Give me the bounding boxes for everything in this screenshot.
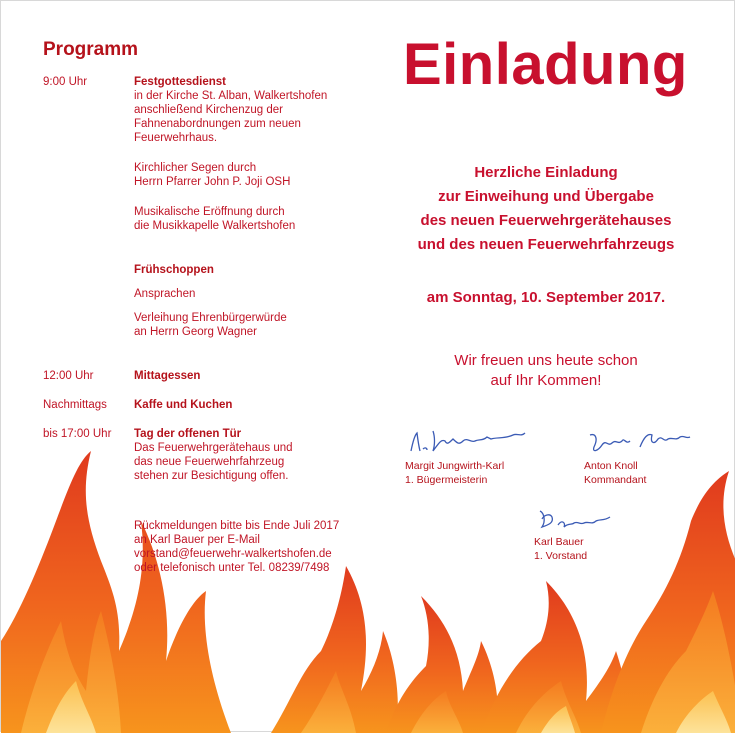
programm-head: Mittagessen — [134, 370, 201, 382]
programm-item — [43, 287, 353, 301]
signer-role: Kommandant — [584, 474, 647, 486]
handwritten-signature-icon — [534, 505, 614, 535]
signer-name: Anton Knoll — [584, 460, 638, 472]
programm-item — [43, 311, 353, 339]
programm-item — [43, 161, 353, 189]
programm-head: Frühschoppen — [134, 264, 214, 276]
programm-line: oder telefonisch unter Tel. 08239/7498 — [134, 562, 330, 574]
email-link[interactable]: vorstand@feuerwehr-walkertshofen.de — [134, 548, 332, 560]
programm-line: Ansprachen — [134, 288, 196, 300]
rueckmeldung-note — [43, 519, 353, 575]
programm-time: 12:00 Uhr — [43, 370, 94, 382]
programm-item — [43, 75, 353, 145]
einladung-title: Einladung — [403, 32, 688, 97]
programm-line: Rückmeldungen bitte bis Ende Juli 2017 — [134, 520, 340, 532]
handwritten-signature-icon — [405, 421, 535, 459]
programm-item — [43, 427, 353, 483]
programm-item — [43, 205, 353, 233]
signer-name: Karl Bauer — [534, 536, 584, 548]
programm-item — [43, 263, 353, 277]
programm-item — [43, 369, 353, 383]
programm-time: Nachmittags — [43, 399, 107, 411]
programm-title: Programm — [43, 39, 139, 60]
programm-time: bis 17:00 Uhr — [43, 428, 112, 440]
intro-line: Herzliche Einladung — [474, 164, 618, 181]
welcome-text — [381, 351, 711, 391]
programm-line: Feuerwehrhaus. — [134, 132, 218, 144]
programm-line: Fahnenabordnungen zum neuen — [134, 118, 301, 130]
intro-line: des neuen Feuerwehrgerätehauses — [420, 212, 672, 229]
programm-line: Verleihung Ehrenbürgerwürde — [134, 312, 287, 324]
programm-line: stehen zur Besichtigung offen. — [134, 470, 289, 482]
programm-head: Festgottesdienst — [134, 76, 227, 88]
programm-line: anschließend Kirchenzug der — [134, 104, 283, 116]
programm-line: Herrn Pfarrer John P. Joji OSH — [134, 176, 291, 188]
programm-line: das neue Feuerwehrfahrzeug — [134, 456, 285, 468]
programm-line: Musikalische Eröffnung durch — [134, 206, 285, 218]
intro-line: und des neuen Feuerwehrfahrzeugs — [417, 236, 675, 253]
signer-role: 1. Vorstand — [534, 550, 588, 562]
programm-head: Tag der offenen Tür — [134, 428, 242, 440]
welcome-line: Wir freuen uns heute schon — [454, 352, 638, 369]
programm-line: an Herrn Georg Wagner — [134, 326, 257, 338]
welcome-line: auf Ihr Kommen! — [490, 372, 602, 389]
programm-head: Kaffe und Kuchen — [134, 399, 233, 411]
programm-line: Das Feuerwehrgerätehaus und — [134, 442, 293, 454]
programm-item — [43, 398, 353, 412]
event-date: am Sonntag, 10. September 2017. — [426, 289, 666, 306]
programm-line: Kirchlicher Segen durch — [134, 162, 257, 174]
signer-role: 1. Bügermeisterin — [405, 474, 488, 486]
signature-block-buergermeisterin — [405, 421, 535, 487]
signature-block-vorstand — [534, 505, 614, 563]
handwritten-signature-icon — [584, 425, 694, 459]
signer-name: Margit Jungwirth-Karl — [405, 460, 505, 472]
programm-list — [43, 75, 353, 575]
programm-time: 9:00 Uhr — [43, 76, 88, 88]
programm-line: an Karl Bauer per E-Mail — [134, 534, 260, 546]
invitation-intro — [381, 161, 711, 257]
programm-line: die Musikkapelle Walkertshofen — [134, 220, 296, 232]
signature-block-kommandant — [584, 425, 694, 487]
intro-line: zur Einweihung und Übergabe — [438, 188, 654, 205]
programm-line: in der Kirche St. Alban, Walkertshofen — [134, 90, 328, 102]
